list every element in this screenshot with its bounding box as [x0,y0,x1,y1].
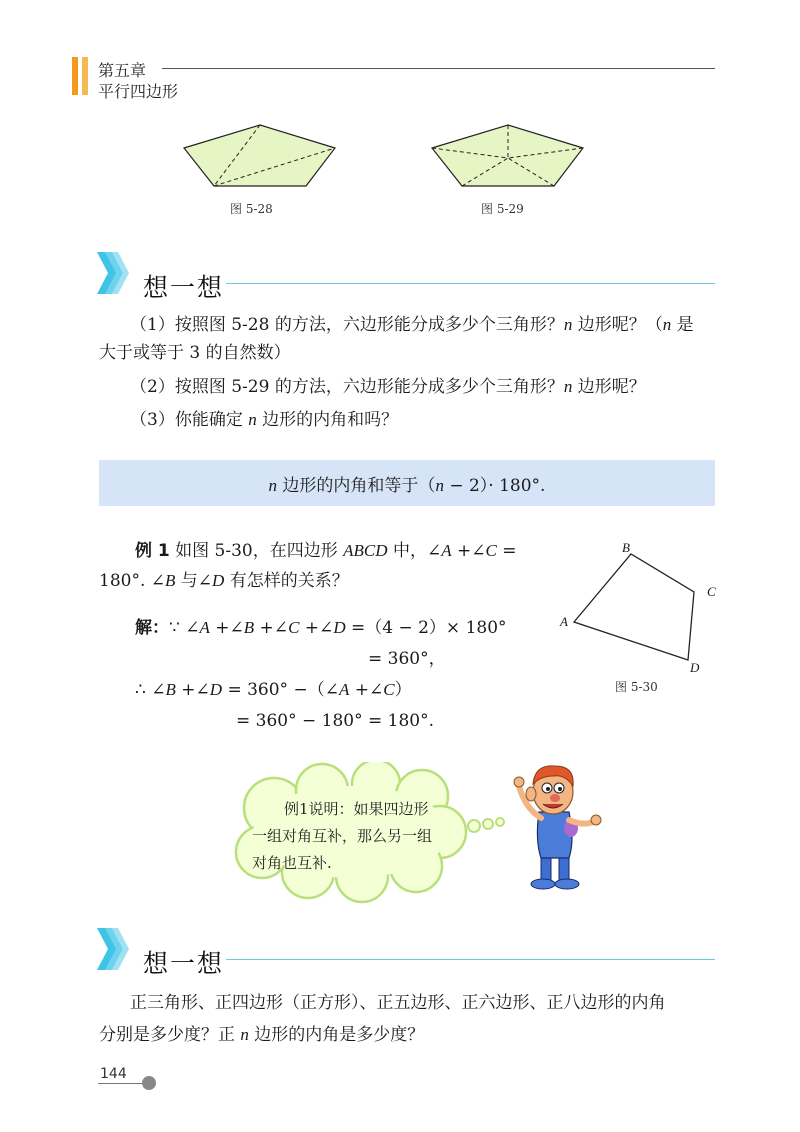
section-heading-rule-2 [226,959,715,960]
vertex-label-b: B [622,540,630,555]
vertex-label-d: D [690,660,700,675]
figure-5-29-pentagon [428,122,588,190]
question-regular-polygons-line-2: 分别是多少度？正 n 边形的内角是多少度？ [99,1025,425,1045]
question-regular-polygons-line-1: 正三角形、正四边形（正方形）、正五边形、正六边形、正八边形的内角 [130,993,666,1013]
section-heading-think-2: 想一想 [143,949,225,978]
solution-line-2: = 360°， [368,649,446,669]
section-heading-rule [226,283,715,284]
question-1-line-2: 大于或等于 3 的自然数） [99,343,291,363]
figure-5-28-caption: 图 5-28 [230,202,273,216]
example-1-line-1: 例 1 如图 5-30，在四边形 ABCD 中，∠A +∠C = [135,541,517,561]
solution-line-4: = 360° − 180° = 180°. [236,711,434,731]
figure-5-28-pentagon [180,122,340,190]
section-heading-think: 想一想 [143,273,225,302]
chevron-arrows-icon [97,252,137,294]
cloud-text-line-2: 一组对角互补，那么另一组 [252,827,433,845]
question-1-line-1: （1）按照图 5-28 的方法，六边形能分成多少个三角形？n 边形呢？（n 是 [130,315,694,335]
figure-5-30-caption: 图 5-30 [615,680,658,694]
header-rule [162,68,715,69]
header-accent-bar-light [82,57,88,95]
solution-line-3: ∴ ∠B +∠D = 360° −（∠A +∠C） [135,680,412,700]
solution-line-1: 解：∵ ∠A +∠B +∠C +∠D =（4 − 2）× 180° [135,618,507,638]
theorem-text: n 边形的内角和等于（n − 2）· 180°. [268,476,546,496]
page-number-dot [142,1076,156,1090]
vertex-label-a: A [560,614,568,629]
question-2: （2）按照图 5-29 的方法，六边形能分成多少个三角形？n 边形呢？ [130,377,646,397]
chevron-arrows-icon-2 [97,928,137,970]
cloud-text-line-1: 例1说明：如果四边形 [284,800,429,818]
theorem-box [99,460,715,506]
cloud-text-line-3: 对角也互补. [252,854,332,872]
figure-5-29-caption: 图 5-29 [481,202,524,216]
chapter-title: 平行四边形 [98,82,179,101]
header-accent-bar [72,57,78,95]
example-1-line-2: 180°. ∠B 与∠D 有怎样的关系？ [99,571,349,591]
chapter-label: 第五章 [98,61,147,80]
vertex-label-c: C [707,584,716,599]
cartoon-character-illustration [505,760,605,892]
page-number: 144 [100,1066,127,1082]
question-3: （3）你能确定 n 边形的内角和吗？ [130,410,399,430]
page-number-rule [98,1083,146,1084]
figure-5-30-quadrilateral [568,548,698,668]
